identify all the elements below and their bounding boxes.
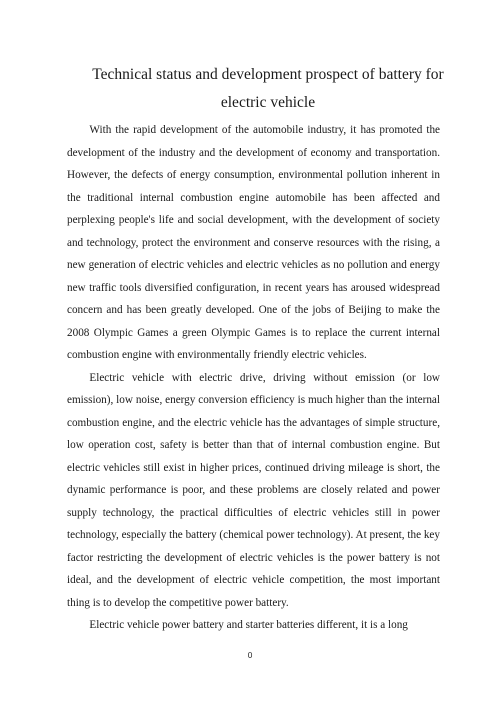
page-number: 0 [247,651,253,660]
paragraph-3: Electric vehicle power battery and starter batteries different, it is a long [89,619,408,631]
document-title-line-2: electric vehicle [220,94,316,111]
document-body [67,119,440,637]
document-title-line-1: Technical status and development prospect of battery for [92,66,444,83]
paragraph-1: With the rapid development of the automobile industry, it has promoted the development of the industry and the development of economy and transportation. However, the defects of energy consumption, environmental pollution inherent in the traditional internal combustion engine automobile has been affected and perplexing people's life and social development, with the development of society and technology, protect the environment and conserve resources with the rising, a new generation of electric vehicles and electric vehicles as no pollution and energy new traffic tools diversified configuration, in recent years has aroused widespread concern and has been greatly developed. One of the jobs of Beijing to make the 2008 Olympic Games a green Olympic Games is to replace the current internal combustion engine with environmentally friendly electric vehicles. [67,124,440,361]
paragraph-2: Electric vehicle with electric drive, driving without emission (or low emission), low noise, energy conversion efficiency is much higher than the internal combustion engine, and the electric vehicle has the advantages of simple structure, low operation cost, safety is better than that of internal combustion engine. But electric vehicles still exist in higher prices, continued driving mileage is short, the dynamic performance is poor, and these problems are closely related and power supply technology, the practical difficulties of electric vehicles still in power technology, especially the battery (chemical power technology). At present, the key factor restricting the development of electric vehicles is the power battery is not ideal, and the development of electric vehicle competition, the most important thing is to develop the competitive power battery. [67,371,440,609]
